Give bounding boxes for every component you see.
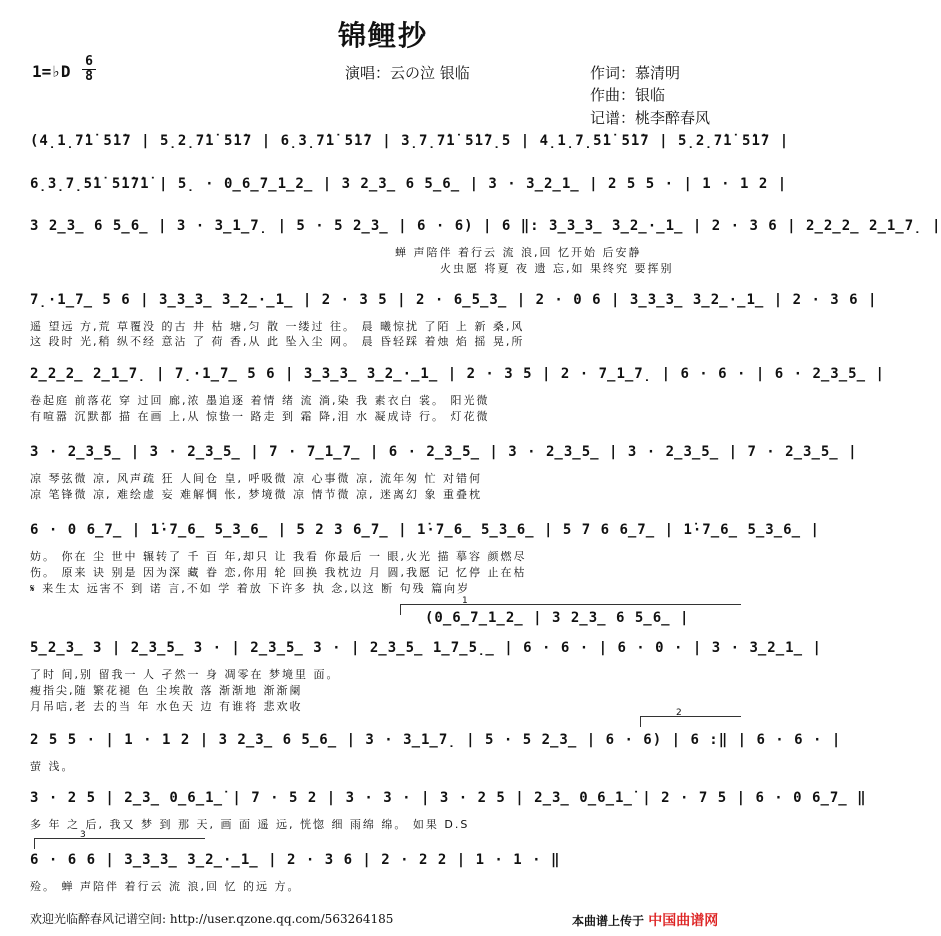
lyric-row-7-line-1: 妨。 你在 尘 世中 辗转了 千 百 年,却只 让 我看 你最后 一 眼,火光 描 摹容 颜燃尽 [30,550,527,563]
lyric-row-4-line-1: 遥 望远 方,荒 草覆没 的古 井 枯 塘,匀 散 一缕过 往。 晨 曦惊扰 了陌 上 新 桑,风 [30,320,525,333]
lyric-row-4-line-2: 这 段时 光,稍 纵不经 意沾 了 荷 香,从 此 坠入尘 网。 晨 昏轻踩 着烛 焰 摇 晃,所 [30,335,525,348]
score-row-3: 3 2̲3̲ 6 5̲6̲ | 3 · 3̲1̲7̣ | 5 · 5 2̲3̲ | 6 · 6) | 6 ‖: 3̲3̲3̲ 3̲2̲·̲1̲ | 2 · 3 6 | 2̲2̲2̲ 2̲1̲7̣ | [30,218,941,234]
time-signature [82,56,96,83]
time-signature-top: 6 [85,54,93,69]
lyric-row-8-line-3: 月吊唁,老 去的当 年 水色天 边 有谁将 悲欢收 [30,700,303,713]
volta-number-3: 3 [80,830,86,840]
lyricist-credit: 作词：慕清明 [590,64,681,82]
footer-website-note: 欢迎光临醉春风记谱空间: http://user.qzone.qq.com/563264185 [30,912,394,926]
score-row-11: 6 · 6 6 | 3̲3̲3̲ 3̲2̲·̲1̲ | 2 · 3 6 | 2 · 2 2 | 1 · 1 · ‖ [30,852,561,868]
lyric-row-8-line-1: 了时 间,别 留我一 人 孑然一 身 凋零在 梦境里 面。 [30,668,340,681]
volta-ending-notes: (0̲6̲7̲1̲2̲ | 3 2̲3̲ 6 5̲6̲ | [425,610,690,626]
score-row-6: 3 · 2̲3̲5̲ | 3 · 2̲3̲5̲ | 7 · 7̲1̲7̲ | 6 · 2̲3̲5̲ | 3 · 2̲3̲5̲ | 3 · 2̲3̲5̲ | 7 · 2̲3̲5̲ | [30,444,858,460]
lyric-row-11-line-1: 殓。 蝉 声陪伴 着行云 流 浪,回 忆 的远 方。 [30,880,301,893]
lyric-row-10-line-1: 多 年 之 后, 我又 梦 到 那 天, 画 面 遥 远, 恍惚 细 雨绵 绵。 如果 D.S [30,818,470,831]
song-title: 锦鲤抄 [337,19,428,52]
lyric-row-3-line-2: 火虫愿 将夏 夜 遗 忘,如 果终究 要挥别 [440,262,674,275]
footer-upload-credit [572,910,718,930]
lyric-row-9-line-1: 萤 浅。 [30,760,75,773]
lyric-row-8-line-2: 瘦指尖,随 繁花褪 色 尘埃散 落 渐渐地 渐渐阑 [30,684,303,697]
lyric-row-6-line-2: 凉 笔锋微 凉, 难绘虚 妄 难解惆 怅, 梦境微 凉 情节微 凉, 迷离幻 象 重叠枕 [30,488,482,501]
score-row-5: 2̲2̲2̲ 2̲1̲7̣ | 7̣·1̲7̲ 5 6 | 3̲3̲3̲ 3̲2̲·̲1̲ | 2 · 3 5 | 2 · 7̲1̲7̣ | 6 · 6 · | 6 · 2̲3̲5̲ | [30,366,885,382]
volta-number-2: 2 [676,708,682,718]
lyric-row-7-line-2: 伤。 原来 诀 别是 因为深 藏 眷 恋,你用 轮 回换 我枕边 月 圆,我愿 记 忆停 止在枯 [30,566,527,579]
volta-number-1: 1 [462,596,468,606]
singers-credit: 演唱：云の泣 银临 [345,64,470,82]
volta-bracket-2 [640,716,741,727]
lyric-row-5-line-2: 有喧嚣 沉默都 描 在画 上,从 惊蛰一 路走 到 霜 降,泪 水 凝成诗 行。 灯花微 [30,410,490,423]
score-row-8: 5̲2̲3̲ 3 | 2̲3̲5̲ 3 · | 2̲3̲5̲ 3 · | 2̲3̲5̲ 1̲7̲5̣̲ | 6 · 6 · | 6 · 0 · | 3 · 3̲2̲1̲ | [30,640,822,656]
score-row-2: 6̣3̣7̣5̇1̇ 5̇1̇7̇1̇ | 5̣ · 0̲6̲7̲1̲2̲ | 3 2̲3̲ 6 5̲6̲ | 3 · 3̲2̲1̲ | 2 5 5 · | 1 · 1 2 | [30,176,788,192]
score-row-7: 6 · 0 6̲7̲ | 1̇·7̲6̲ 5̲3̲6̲ | 5 2 3 6̲7̲ | 1̇·7̲6̲ 5̲3̲6̲ | 5 7 6 6̲7̲ | 1̇·7̲6̲ 5̲3̲6̲ | [30,522,820,538]
footer-upload-prefix: 本曲谱上传于 [572,914,645,928]
time-signature-bottom: 8 [85,69,93,84]
composer-credit: 作曲：银临 [590,86,666,104]
score-row-9: 2 5 5 · | 1 · 1 2 | 3 2̲3̲ 6 5̲6̲ | 3 · 3̲1̲7̣ | 5 · 5 2̲3̲ | 6 · 6) | 6 :‖ | 6 · 6 · | [30,732,842,748]
volta-bracket-3 [34,838,205,849]
transcriber-credit: 记谱：桃李醉春风 [590,109,711,127]
lyric-row-6-line-1: 凉 琴弦微 凉, 风声疏 狂 人间仓 皇, 呼吸微 凉 心事微 凉, 流年匆 忙 对错何 [30,472,482,485]
score-row-4: 7̣·1̲7̲ 5 6 | 3̲3̲3̲ 3̲2̲·̲1̲ | 2 · 3 5 | 2 · 6̲5̲3̲ | 2 · 0 6 | 3̲3̲3̲ 3̲2̲·̲1̲ | 2 · 3 6 | [30,292,878,308]
lyric-row-7-line-3: 𝄋 来生太 远害不 到 诺 言,不如 学 着放 下许多 执 念,以这 断 句残 篇向岁 [30,582,471,595]
lyric-row-5-line-1: 卷起庭 前落花 穿 过回 廊,浓 墨追逐 着情 绪 流 淌,染 我 素衣白 裳。 阳光微 [30,394,490,407]
score-row-1: (4̣1̣7̇1̇ 5̇1̇7 | 5̣2̣7̇1̇ 5̇1̇7 | 6̣3̣7̇1̇ 5̇1̇7 | 3̣7̣7̇1̇ 5̇1̇7̣5 | 4̣1̣7̣5̇1̇ 5̇1̇7 | 5̣2̣7̇1̇ 5̇1̇7 | [30,133,790,149]
site-logo-text: 中国曲谱网 [648,913,719,929]
score-row-10: 3 · 2 5 | 2̲3̲ 0̲6̲1̲̇ | 7 · 5 2 | 3 · 3 · | 3 · 2 5 | 2̲3̲ 0̲6̲1̲̇ | 2 · 7 5 | 6 · 0 6̲7̲ ‖ [30,790,867,806]
lyric-row-3-line-1: 蝉 声陪伴 着行云 流 浪,回 忆开始 后安静 [395,246,642,259]
key-signature: 1=♭D [32,62,71,81]
